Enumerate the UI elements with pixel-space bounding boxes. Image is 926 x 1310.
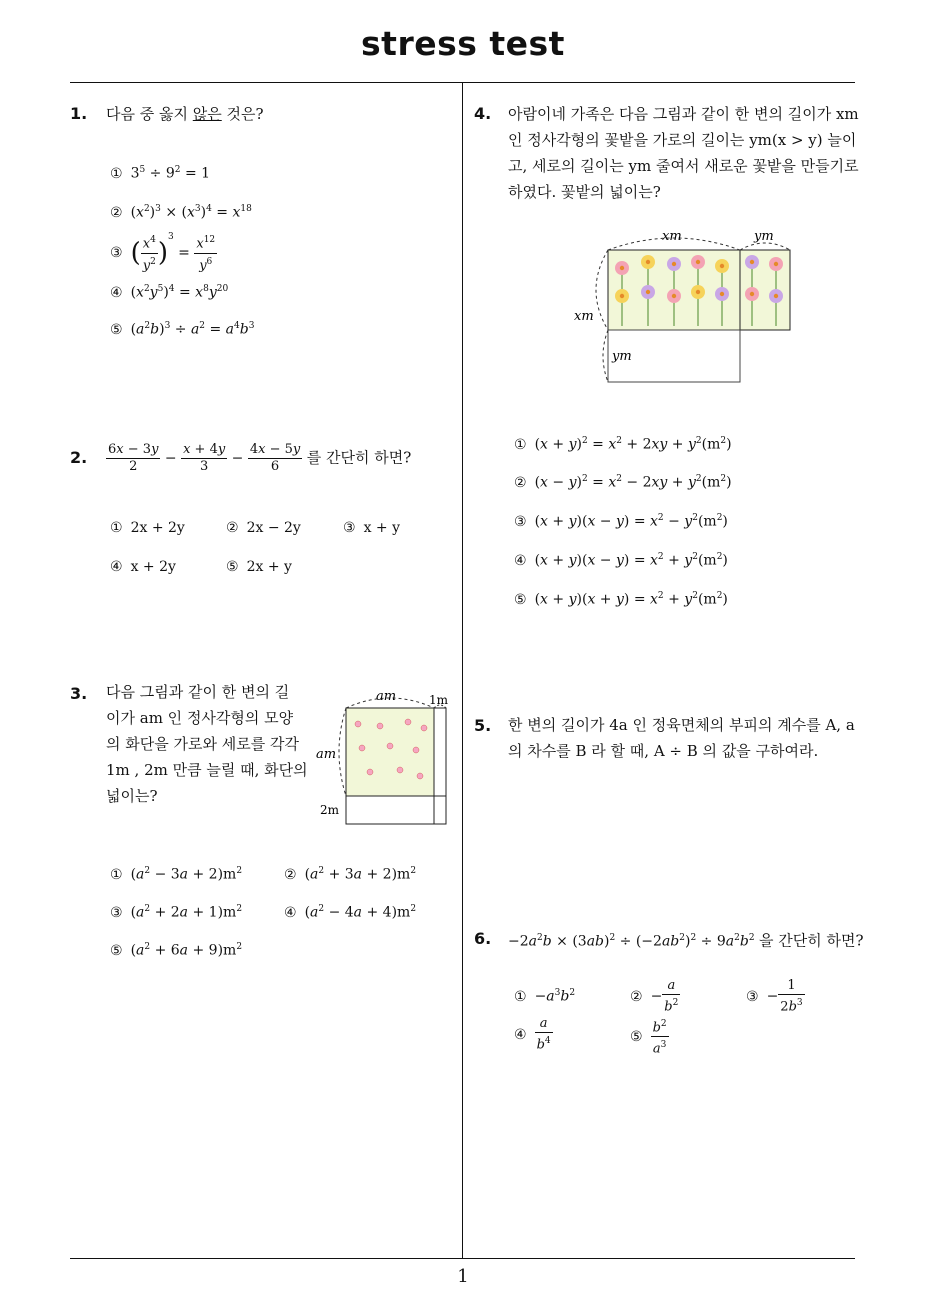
question-stem: $-2a^2b \times (3ab)^2 \div (-2ab^2)^2 \div 9a^2b^2$ 을 간단히 하면? bbox=[508, 931, 864, 950]
option-1[interactable]: ① $(x + y)^2 = x^2 + 2xy + y^2(m^2)$ bbox=[514, 436, 732, 453]
column-divider bbox=[462, 82, 463, 1258]
label-top: am bbox=[376, 689, 397, 704]
label-top-y: ym bbox=[754, 229, 774, 244]
option-4[interactable]: ④ $(a^2 - 4a + 4)m^2$ bbox=[284, 904, 417, 921]
stem-underlined: 않은 bbox=[192, 105, 222, 123]
stem-text: 다음 중 옳지 bbox=[106, 105, 193, 123]
option-3[interactable]: ③ − $\frac{1}{2b^3}$ bbox=[746, 978, 803, 1015]
stem-text: 을 간단히 하면? bbox=[759, 931, 864, 950]
label-left: am bbox=[316, 747, 337, 762]
option-1[interactable]: ① $3^5 \div 9^2 = 1$ bbox=[110, 165, 211, 182]
question-stem: 한 변의 길이가 4a 인 정육면체의 부피의 계수를 A, a 의 차수를 B 라 할 때, A ÷ B 의 값을 구하여라. bbox=[508, 716, 855, 760]
question-number: 3. bbox=[70, 684, 88, 703]
option-2[interactable]: ② − $\frac{a}{b^2}$ bbox=[630, 978, 679, 1015]
question-stem bbox=[106, 101, 264, 127]
question-number: 2. bbox=[70, 448, 88, 467]
option-3[interactable]: ③ $(x + y)(x - y) = x^2 - y^2(m^2)$ bbox=[514, 513, 728, 530]
option-4[interactable]: ④ x + 2y bbox=[110, 559, 176, 575]
option-3[interactable]: ③ x + y bbox=[343, 520, 400, 536]
question-number: 6. bbox=[474, 929, 492, 948]
option-2[interactable]: ② $(x^2)^3 \times (x^3)^4 = x^{18}$ bbox=[110, 204, 252, 221]
option-5[interactable]: ⑤ $\frac{b^2}{a^3}$ bbox=[630, 1016, 669, 1058]
question-stem: 다음 그림과 같이 한 변의 길 이가 am 인 정사각형의 모양 의 화단을 가로와 세로를 각각 1m , 2m 만큼 늘릴 때, 화단의 넓이는? bbox=[106, 683, 308, 805]
stem-text: 것은? bbox=[221, 105, 264, 123]
option-3[interactable]: ③ ( $\frac{x^4}{y^2}$ )$^3$ = $\frac{x^{12}}{y^6}$ bbox=[110, 232, 216, 273]
label-left-x: xm bbox=[574, 309, 594, 324]
option-3[interactable]: ③ $(a^2 + 2a + 1)m^2$ bbox=[110, 904, 243, 921]
option-4[interactable]: ④ $(x^2y^5)^4 = x^8y^{20}$ bbox=[110, 284, 229, 301]
option-2[interactable]: ② 2x − 2y bbox=[226, 520, 301, 536]
page-number: 1 bbox=[457, 1266, 469, 1287]
label-left-y: ym bbox=[612, 349, 632, 364]
label-bottom: 2m bbox=[320, 803, 340, 817]
option-4[interactable]: ④ $\frac{a}{b^4}$ bbox=[514, 1016, 551, 1053]
page-title: stress test bbox=[361, 24, 565, 63]
option-5[interactable]: ⑤ $(a^2 + 6a + 9)m^2$ bbox=[110, 942, 243, 959]
option-1[interactable]: ① $(a^2 - 3a + 2)m^2$ bbox=[110, 866, 243, 883]
bottom-rule bbox=[70, 1258, 855, 1259]
question-stem: 아람이네 가족은 다음 그림과 같이 한 변의 길이가 xm 인 정사각형의 꽃밭을 가로의 길이는 ym(x > y) 늘이 고, 세로의 길이는 ym 줄여서 새로운 꽃밭을 만들기로 하였다. 꽃밭의 넓이는? bbox=[508, 105, 859, 201]
garden-figure bbox=[312, 684, 458, 828]
stem-text: 를 간단히 하면? bbox=[306, 448, 412, 467]
label-top-x: xm bbox=[662, 229, 682, 244]
label-right: 1m bbox=[429, 693, 449, 707]
option-4[interactable]: ④ $(x + y)(x - y) = x^2 + y^2(m^2)$ bbox=[514, 552, 728, 569]
question-number: 4. bbox=[474, 104, 492, 123]
question-number: 5. bbox=[474, 716, 492, 735]
option-1[interactable]: ① 2x + 2y bbox=[110, 520, 185, 536]
option-2[interactable]: ② $(a^2 + 3a + 2)m^2$ bbox=[284, 866, 417, 883]
option-5[interactable]: ⑤ 2x + y bbox=[226, 559, 292, 575]
question-number: 1. bbox=[70, 104, 88, 123]
option-1[interactable]: ① $-a^3b^2$ bbox=[514, 988, 576, 1005]
option-5[interactable]: ⑤ $(x + y)(x + y) = x^2 + y^2(m^2)$ bbox=[514, 591, 728, 608]
option-2[interactable]: ② $(x - y)^2 = x^2 - 2xy + y^2(m^2)$ bbox=[514, 474, 732, 491]
flowerbed-figure bbox=[570, 222, 800, 386]
option-5[interactable]: ⑤ $(a^2b)^3 \div a^2 = a^4b^3$ bbox=[110, 321, 255, 338]
question-stem: $\frac{6x - 3y}{2}$ − $\frac{x + 4y}{3}$ − $\frac{4x - 5y}{6}$ 를 간단히 하면? bbox=[108, 442, 412, 474]
